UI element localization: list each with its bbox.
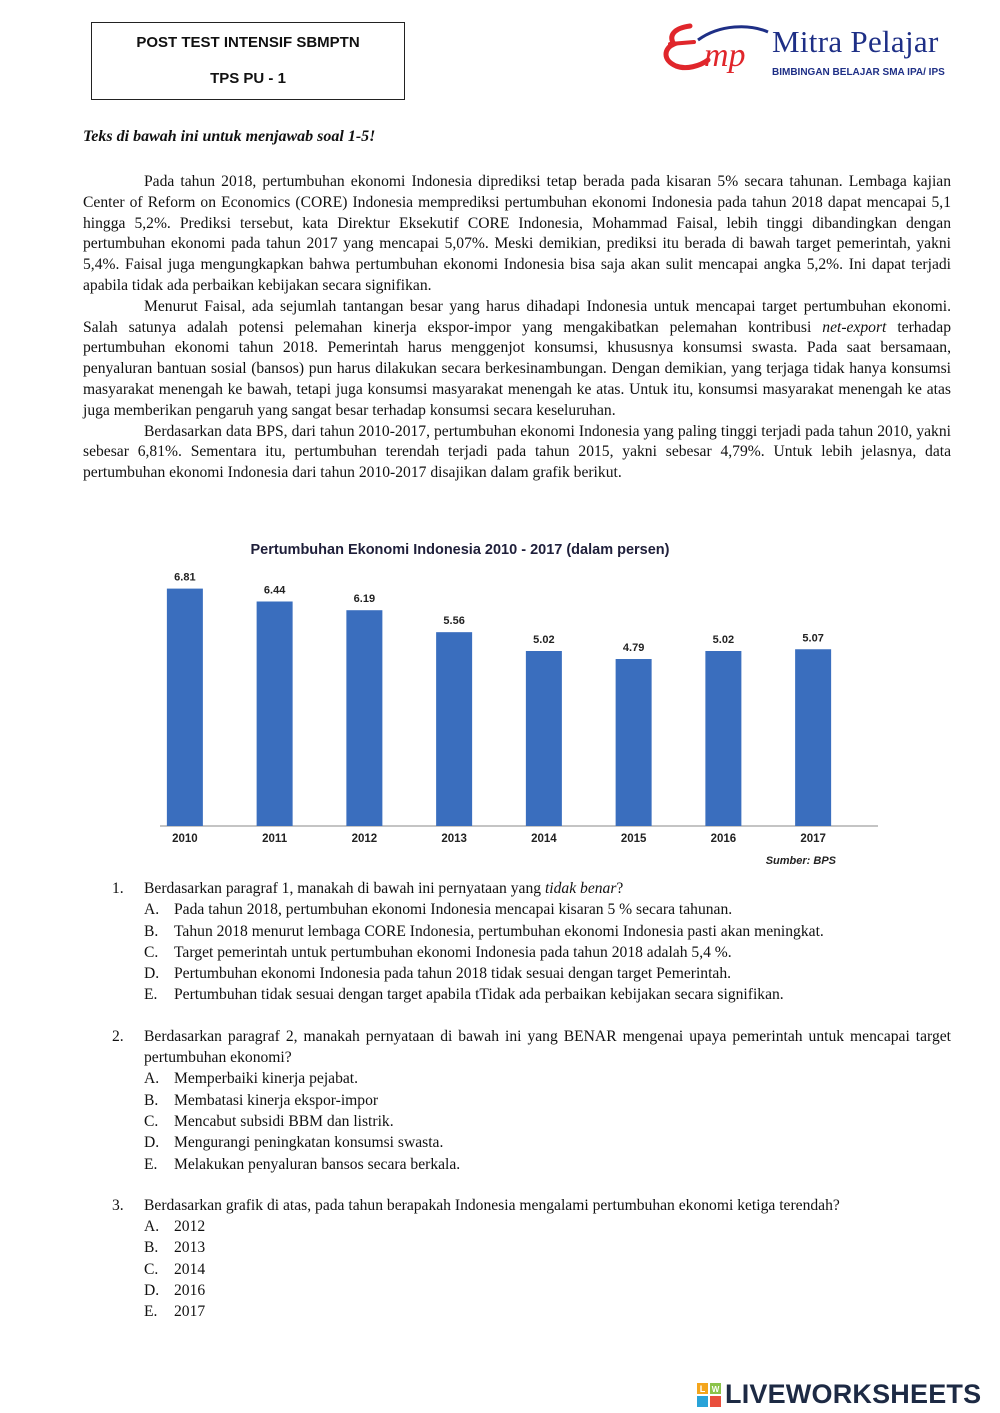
option-letter: E. <box>144 1155 158 1173</box>
option-text: Pertumbuhan tidak sesuai dengan target apabila tTidak ada perbaikan kebijakan secara signifikan. <box>174 986 784 1004</box>
x-tick-2016: 2016 <box>710 833 737 845</box>
logo-mark-text: mp <box>704 37 746 74</box>
option-a[interactable] <box>144 1068 951 1089</box>
option-letter: B. <box>144 1239 159 1257</box>
option-text: Membatasi kinerja ekspor-impor <box>174 1091 379 1109</box>
x-tick-2011: 2011 <box>262 833 288 845</box>
bar-2013 <box>436 632 472 826</box>
option-text: Target pemerintah untuk pertumbuhan ekonomi Indonesia pada tahun 2018 adalah 5,4 %. <box>174 943 732 961</box>
option-text: Mencabut subsidi BBM dan listrik. <box>174 1112 394 1130</box>
option-e[interactable] <box>144 1301 951 1322</box>
lw-icon-letter-l: L <box>699 1384 706 1394</box>
bar-2017 <box>795 649 831 826</box>
option-b[interactable] <box>144 1237 951 1258</box>
reading-passage <box>83 172 951 484</box>
option-letter: E. <box>144 1303 158 1321</box>
question-number: 2. <box>112 1027 124 1045</box>
option-c[interactable] <box>144 1259 951 1280</box>
option-text: 2013 <box>174 1239 206 1257</box>
option-b[interactable] <box>144 1090 951 1111</box>
x-tick-2014: 2014 <box>531 833 557 845</box>
growth-chart-svg <box>160 535 880 870</box>
option-d[interactable] <box>144 963 951 984</box>
option-text: 2017 <box>174 1303 206 1321</box>
growth-chart <box>160 535 880 870</box>
option-letter: C. <box>144 943 159 961</box>
question-list <box>112 878 951 1343</box>
option-letter: D. <box>144 965 160 983</box>
question-number: 1. <box>112 880 124 897</box>
question-3 <box>112 1195 951 1323</box>
header-subtitle: TPS PU - 1 <box>210 70 286 87</box>
bar-2015 <box>616 659 652 826</box>
option-letter: B. <box>144 1091 159 1109</box>
chart-source: Sumber: BPS <box>765 855 836 867</box>
option-text: 2012 <box>174 1218 206 1236</box>
header-title: POST TEST INTENSIF SBMPTN <box>136 34 360 51</box>
question-2 <box>112 1026 951 1175</box>
option-text: Memperbaiki kinerja pejabat. <box>174 1070 359 1088</box>
data-label-2015: 4.79 <box>622 642 645 655</box>
paragraph-3: Berdasarkan data BPS, dari tahun 2010-2017, pertumbuhan ekonomi Indonesia yang paling tinggi terjadi pada tahun 2010, yakni sebesar 6,81%. Sementara itu, pertumbuhan terendah terjadi pada tahun 2015, yakni sebesar 4,79%. Untuk lebih jelasnya, data pertumbuhan ekonomi Indonesia dari tahun 2010-2017 disajikan dalam grafik berikut. <box>83 422 951 482</box>
bar-2011 <box>257 601 293 826</box>
data-label-2014: 5.02 <box>533 633 555 646</box>
liveworksheets-watermark <box>697 1381 997 1409</box>
paragraph-2-italic: net-export <box>822 318 887 336</box>
option-letter: E. <box>144 986 158 1004</box>
option-letter: A. <box>144 1070 160 1088</box>
bar-2010 <box>167 589 203 826</box>
option-a[interactable] <box>144 899 951 920</box>
x-tick-2015: 2015 <box>620 833 647 845</box>
logo-tagline: BIMBINGAN BELAJAR SMA IPA/ IPS <box>772 67 945 78</box>
option-d[interactable] <box>144 1132 951 1153</box>
option-letter: B. <box>144 922 159 940</box>
question-stem-text: Berdasarkan paragraf 1, manakah di bawah ini pernyataan yang <box>144 880 545 897</box>
data-label-2016: 5.02 <box>712 633 735 646</box>
logo-mark-icon <box>660 20 770 82</box>
option-text: Pada tahun 2018, pertumbuhan ekonomi Indonesia mencapai kisaran 5 % secara tahunan. <box>174 901 733 919</box>
option-letter: A. <box>144 901 160 919</box>
data-label-2010: 6.81 <box>174 571 196 584</box>
option-text: Tahun 2018 menurut lembaga CORE Indonesia, pertumbuhan ekonomi Indonesia pasti akan meningkat. <box>174 922 824 940</box>
x-tick-2010: 2010 <box>172 833 198 845</box>
liveworksheets-logo-icon <box>697 1383 721 1407</box>
option-letter: C. <box>144 1112 159 1130</box>
option-text: Mengurangi peningkatan konsumsi swasta. <box>174 1134 444 1152</box>
option-text: 2016 <box>174 1282 206 1300</box>
bar-2012 <box>346 610 382 826</box>
bar-2016 <box>705 651 741 826</box>
chart-title: Pertumbuhan Ekonomi Indonesia 2010 - 2017 (dalam persen) <box>250 542 670 558</box>
option-letter: D. <box>144 1282 160 1300</box>
option-c[interactable] <box>144 1111 951 1132</box>
question-stem: Berdasarkan paragraf 2, manakah pernyataan di bawah ini yang BENAR mengenai upaya pemerintah untuk mencapai target pertumbuhan ekonomi? <box>144 1027 951 1067</box>
lw-icon-letter-w: W <box>711 1385 720 1394</box>
x-tick-2017: 2017 <box>800 833 826 845</box>
reading-instruction: Teks di bawah ini untuk menjawab soal 1-5! <box>83 128 376 145</box>
paragraph-2-part-a: Menurut Faisal, ada sejumlah tantangan besar yang harus dihadapi Indonesia untuk mencapai target pertumbuhan ekonomi. Salah satunya adalah potensi pelemahan kinerja ekspor-impor yang mengakibatkan pelemahan kontribusi <box>83 297 951 336</box>
bar-2014 <box>526 651 562 826</box>
option-letter: C. <box>144 1260 159 1278</box>
paragraph-1: Pada tahun 2018, pertumbuhan ekonomi Indonesia diprediksi tetap berada pada kisaran 5% secara tahunan. Lembaga kajian Center of Reform on Economics (CORE) Indonesia memprediksi pertumbuhan ekonomi Indonesia pada tahun 2018 dapat mencapai 5,1 hingga 5,2%. Prediksi tersebut, kata Direktur Eksekutif CORE Indonesia, Mohammad Faisal, lebih tinggi dibandingkan dengan pertumbuhan ekonomi pada tahun 2017 yang mencapai 5,07%. Meski demikian, prediksi itu berada di bawah target pemerintah, yakni 5,4%. Faisal juga mengungkapkan bahwa pertumbuhan ekonomi Indonesia bisa saja akan sulit mencapai angka 5,2%. Ini dapat terjadi apabila tidak ada perbaikan kebijakan secara signifikan. <box>83 173 951 294</box>
paragraph-2 <box>83 297 951 422</box>
option-text: 2014 <box>174 1260 206 1278</box>
data-label-2011: 6.44 <box>263 584 286 597</box>
option-text: Melakukan penyaluran bansos secara berkala. <box>174 1155 461 1173</box>
option-e[interactable] <box>144 1154 951 1175</box>
question-stem <box>144 878 951 899</box>
option-a[interactable] <box>144 1216 951 1237</box>
mitra-pelajar-logo <box>660 20 945 85</box>
question-1 <box>112 878 951 1006</box>
option-text: Pertumbuhan ekonomi Indonesia pada tahun 2018 tidak sesuai dengan target Pemerintah. <box>174 965 732 983</box>
x-tick-2012: 2012 <box>351 833 378 845</box>
x-tick-2013: 2013 <box>441 833 467 845</box>
header-box <box>91 22 405 100</box>
option-letter: D. <box>144 1134 160 1152</box>
question-stem-end: ? <box>616 880 624 897</box>
option-d[interactable] <box>144 1280 951 1301</box>
data-label-2017: 5.07 <box>802 632 824 645</box>
paragraph-2-part-b: terhadap pertumbuhan ekonomi tahun 2018. Pemerintah harus menggenjot konsumsi, khususnya konsumsi swasta. Pada saat bersamaan, penyaluran bantuan sosial (bansos) pun harus dilakukan secara berkesinambungan. Dengan demikian, yang terjaga tidak hanya konsumsi masyarakat menengah ke bawah, tetapi juga konsumsi masyarakat menengah ke atas. Untuk itu, konsumsi masyarakat menengah ke atas juga memberikan pengaruh yang sangat besar terhadap konsumsi secara keseluruhan. <box>83 318 951 419</box>
option-c[interactable] <box>144 942 951 963</box>
question-stem: Berdasarkan grafik di atas, pada tahun berapakah Indonesia mengalami pertumbuhan ekonomi ketiga terendah? <box>144 1196 840 1214</box>
liveworksheets-brand: LIVEWORKSHEETS <box>725 1379 982 1409</box>
data-label-2013: 5.56 <box>443 615 465 628</box>
logo-brand: Mitra Pelajar <box>772 24 939 59</box>
option-b[interactable] <box>144 921 951 942</box>
option-e[interactable] <box>144 984 951 1005</box>
data-label-2012: 6.19 <box>353 593 376 606</box>
option-letter: A. <box>144 1218 160 1236</box>
question-stem-italic: tidak benar <box>544 880 617 897</box>
question-number: 3. <box>112 1196 124 1214</box>
